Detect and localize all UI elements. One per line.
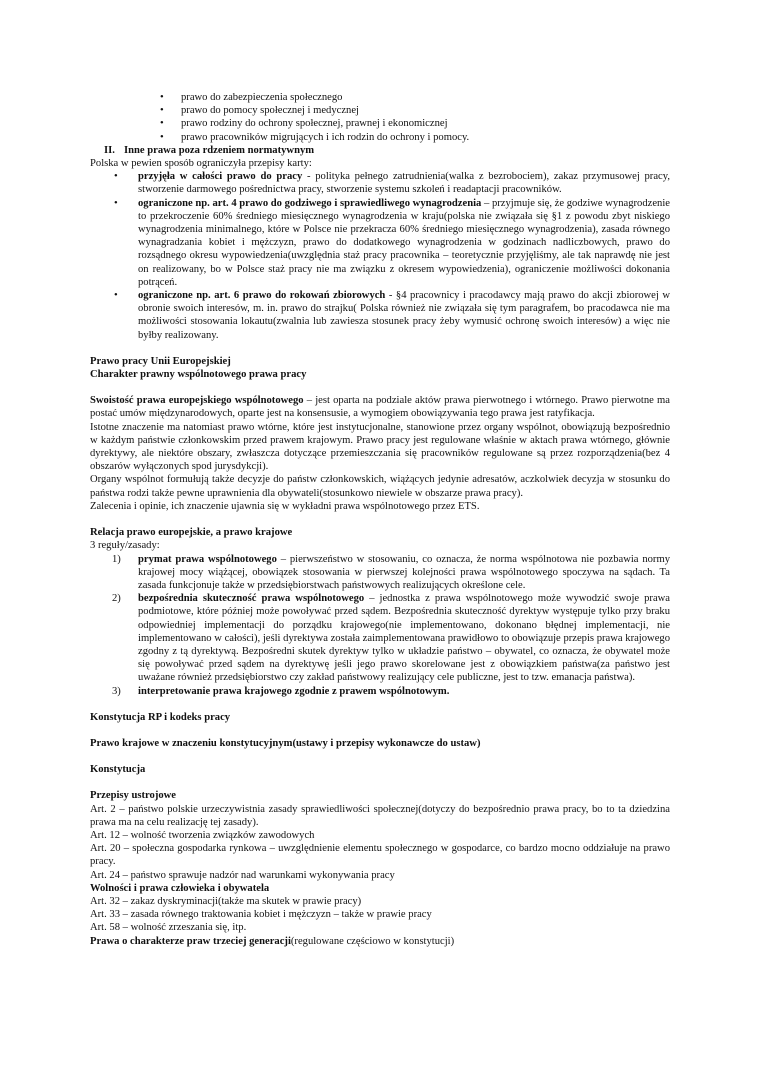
heading-national-law: Prawo krajowe w znaczeniu konstytucyjnym(ustawy i przepisy wykonawcze do ustaw) [90,737,481,749]
heading-system-provisions: Przepisy ustrojowe [90,790,177,802]
list-item-number: 3) [112,685,121,697]
paragraph [90,935,670,948]
heading-legal-character: Charakter prawny wspólnotowego prawa pracy [90,369,307,381]
limitations-list [90,170,670,342]
article-line: Art. 20 – społeczna gospodarka rynkowa – uwzględnienie elementu społecznego w gospodarce, co bardzo mocno oddziałuje na prawo pracy. [90,843,670,868]
list-item [114,197,670,289]
heading-freedoms: Wolności i prawa człowieka i obywatela [90,882,270,894]
article-line: Art. 2 – państwo polskie urzeczywistnia zasady sprawiedliwości społecznej(dotyczy do bezpośrednio prawa pracy, bo to ta dziedzina prawa ma na celu realizację tej zasady). [90,803,670,828]
paragraph [90,394,670,420]
paragraph-text: – jest oparta na podziale aktów prawa pierwotnego i wtórnego. Prawo pierwotne ma postać umów międzynarodowych, oparte jest na konsensusie, a wymogiem obowiązywania tego prawa jest ratyfikacja. [90,395,670,420]
heading-constitution-code: Konstytucja RP i kodeks pracy [90,711,231,723]
list-item-term: bezpośrednia skuteczność prawa wspólnotowego [138,593,365,605]
paragraph: Polska w pewien sposób ograniczyła przepisy karty: [90,158,312,170]
rules-list [90,553,670,698]
list-item: • prawo pracowników migrujących i ich rodzin do ochrony i pomocy. [160,131,670,144]
paragraph: Organy wspólnot formułują także decyzje do państw członkowskich, wiążących jedynie adresatów, aczkolwiek decyzja w stosunku do państwa rodzi także pewne uprawnienia dla obywateli(stosunkowo niewiele w obszarze prawa pracy). [90,474,670,499]
list-item: • prawo do pomocy społecznej i medycznej [160,104,670,117]
paragraph-term: Prawa o charakterze praw trzeciej generacji [90,935,291,947]
section-number: II. [104,144,115,156]
document-content [90,91,670,948]
list-item [112,685,670,698]
list-item-text: – jednostka z prawa wspólnotowego może wywodzić swoje prawa podmiotowe, które później może powoływać przed sądem. Bezpośrednia skuteczność dyrektyw występuje tylko przy braku odpowiedniej implementacji do porządku krajowego(nie implementowano, dokonano błędnej implementacji, nie implementowano w całości), jeśli dyrektywa została zaimplementowana prawidłowo to obowiązuje przepis prawa krajowego zgodny z tą dyrektywą. Bezpośredni skutek dyrektyw tylko w układzie państwo – obywatel, co oznacza, że obywatel może się powoływać przed sądem na dyrektywę jeśli jego prawo skorelowane jest z obowiązkiem państwa(za państwo jest uważane również przedsiębiorstwo czy zakład państwowy realizujący cele publiczne, jest to tzw. emanacja państwa). [138,593,671,684]
list-item-number: 1) [112,553,121,565]
rights-list [90,91,670,144]
list-item [112,553,670,593]
article-line: Art. 32 – zakaz dyskryminacji(także ma skutek w prawie pracy) [90,895,362,907]
list-item: • prawo do zabezpieczenia społecznego [160,91,670,104]
article-line: Art. 33 – zasada równego traktowania kobiet i mężczyzn – także w prawie pracy [90,909,432,921]
list-item-text: - §4 pracownicy i pracodawcy mają prawo do akcji zbiorowej w obronie swoich interesów, m. in. prawo do strajku( Polska również nie związała się tym paragrafem, bo pracodawca nie ma możliwości stosowania lokautu(zwalnia lub zawiesza stosunek pracy żeby wymusić ochronę swoich interesów) a więc nie byłby realizowany. [138,290,670,341]
list-item [112,592,670,684]
article-line: Art. 58 – wolność zrzeszania się, itp. [90,922,247,934]
paragraph-text: (regulowane częściowo w konstytucji) [290,935,455,947]
section-title: Inne prawa poza rdzeniem normatywnym [124,144,315,156]
list-item-term: interpretowanie prawa krajowego zgodnie z prawem wspólnotowym. [138,685,450,697]
list-item-term: prymat prawa wspólnotowego [138,553,277,565]
paragraph: 3 reguły/zasady: [90,540,160,552]
list-item-number: 2) [112,593,121,605]
article-line: Art. 24 – państwo sprawuje nadzór nad warunkami wykonywania pracy [90,869,395,881]
article-line: Art. 12 – wolność tworzenia związków zawodowych [90,829,315,841]
list-item-text: – pierwszeństwo w stosowaniu, co oznacza, że norma wspólnotowa nie pozbawia normy krajowej mocy wiążącej, obowiązek stosowania w pierwszej kolejności prawa wspólnotowego spoczywa na sądach. Ta zasada funkcjonuje także w przedsiębiorstwach państwowych realizujących określone cele. [138,553,670,591]
list-item-term: przyjęła w całości prawo do pracy [138,171,303,183]
paragraph-term: Swoistość prawa europejskiego wspólnotowego [90,395,304,407]
section-heading [90,144,670,157]
paragraph: Zalecenia i opinie, ich znaczenie ujawnia się w wykładni prawa wspólnotowego przez ETS. [90,500,480,512]
heading-constitution: Konstytucja [90,764,146,776]
list-item-term: ograniczone np. art. 4 prawo do godziwego i sprawiedliwego wynagrodzenia [138,197,482,209]
heading-eu-law: Prawo pracy Unii Europejskiej [90,355,231,367]
list-item-text: - polityka pełnego zatrudnienia(walka z bezrobociem), zakaz przymusowej pracy, stworzenie darmowego pośrednictwa pracy, stworzenie systemu szkoleń i readaptacji pracowników. [138,171,670,196]
list-item-text: – przyjmuje się, że godziwe wynagrodzenie to przekroczenie 60% średniego miesięcznego wynagrodzenia w kraju(polska nie związała się §1 z powodu zbyt niskiego wynagrodzenia minimalnego, które w Polsce nie przekracza 60% średniego miesięcznego wynagrodzenia), zasada równego wynagradzania kobiet i mężczyzn, prawo do dodatkowego wynagrodzenia w godzinach nadliczbowych, prawo do rozsądnego okresu wypowiedzenia(uwzględnia staż pracy pracownika – teoretycznie przyjęliśmy, ale tak naprawdę nie jest on realizowany, bo w Polsce staż pracy nie ma związku z okresem wypowiedzenia), ograniczenie możliwości dokonania potrąceń. [138,197,670,288]
list-item-term: ograniczone np. art. 6 prawo do rokowań zbiorowych [138,290,386,302]
heading-relation: Relacja prawo europejskie, a prawo krajowe [90,527,293,539]
list-item [114,170,670,196]
list-item: • prawo rodziny do ochrony społecznej, prawnej i ekonomicznej [160,117,670,130]
list-item [114,289,670,342]
paragraph: Istotne znaczenie ma natomiast prawo wtórne, które jest instytucjonalne, stanowione przez organy wspólnot, obowiązują bezpośrednio w każdym państwie członkowskim przed prawem krajowym. Prawo pracy jest regulowane właśnie w aktach prawa wtórnego, głównie dyrektywy, ale niektóre obszary, zwłaszcza dotyczące przemieszczania się pracowników regulowane są przez rozporządzenia(bez 4 obszarów wyłączonych spod jurysdykcji). [90,421,670,473]
